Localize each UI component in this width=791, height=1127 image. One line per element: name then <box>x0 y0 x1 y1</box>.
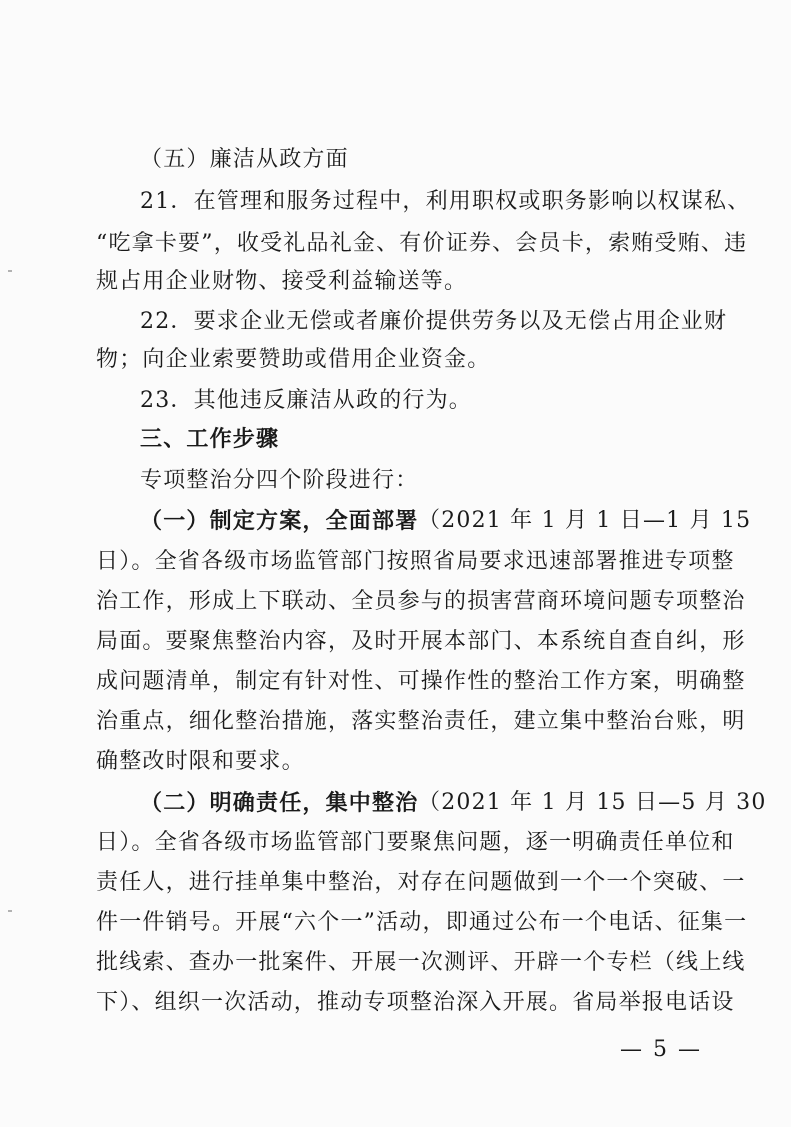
page-number: — 5 — <box>620 1037 702 1062</box>
scan-mark <box>8 270 12 272</box>
stage-1-line-2: 日）。全省各级市场监管部门按照省局要求迅速部署推进专项整 <box>96 549 735 574</box>
stage-2-line-2: 日）。全省各级市场监管部门要聚焦问题，逐一明确责任单位和 <box>96 830 735 855</box>
stage-1-heading: （一）制定方案，全面部署 <box>140 508 419 534</box>
item-22-line-2: 物；向企业索要赞助或借用企业资金。 <box>96 347 491 372</box>
stage-2-line-3: 责任人，进行挂单集中整治，对存在问题做到一个一个突破、一 <box>96 870 746 895</box>
item-22-line-1: 22．要求企业无偿或者廉价提供劳务以及无偿占用企业财 <box>140 309 728 334</box>
stage-2-heading: （二）明确责任，集中整治 <box>140 790 419 816</box>
stage-1-line-5: 成问题清单，制定有针对性、可操作性的整治工作方案，明确整 <box>96 669 746 694</box>
stage-1-line-3: 治工作，形成上下联动、全员参与的损害营商环境问题专项整治 <box>96 589 746 614</box>
section-heading-work-steps: 三、工作步骤 <box>140 427 280 452</box>
item-21-line-1: 21．在管理和服务过程中，利用职权或职务影响以权谋私、 <box>140 189 751 214</box>
stage-2-line-5: 批线索、查办一批案件、开展一次测评、开辟一个专栏（线上线 <box>96 950 746 975</box>
stage-1-line-6: 治重点，细化整治措施，落实整治责任，建立集中整治台账，明 <box>96 709 746 734</box>
section-heading-clean-government: （五）廉洁从政方面 <box>140 147 349 172</box>
scan-mark <box>8 910 12 912</box>
stage-2-date-range: （2021 年 1 月 15 日—5 月 30 <box>418 790 767 815</box>
item-21-line-2: “吃拿卡要”，收受礼品礼金、有价证券、会员卡，索贿受贿、违 <box>96 231 748 256</box>
stage-2-line-4: 件一件销号。开展“六个一”活动，即通过公布一个电话、征集一 <box>96 910 748 935</box>
stage-1-date-range: （2021 年 1 月 1 日—1 月 15 <box>418 508 752 533</box>
intro-paragraph: 专项整治分四个阶段进行： <box>140 468 419 493</box>
stage-1-line-7: 确整改时限和要求。 <box>96 749 305 774</box>
stage-2-line-6: 下）、组织一次活动，推动专项整治深入开展。省局举报电话设 <box>96 990 735 1015</box>
item-21-line-3: 规占用企业财物、接受利益输送等。 <box>96 269 468 294</box>
stage-1-line-4: 局面。要聚焦整治内容，及时开展本部门、本系统自查自纠，形 <box>96 629 746 654</box>
item-23-line: 23．其他违反廉洁从政的行为。 <box>140 388 472 413</box>
